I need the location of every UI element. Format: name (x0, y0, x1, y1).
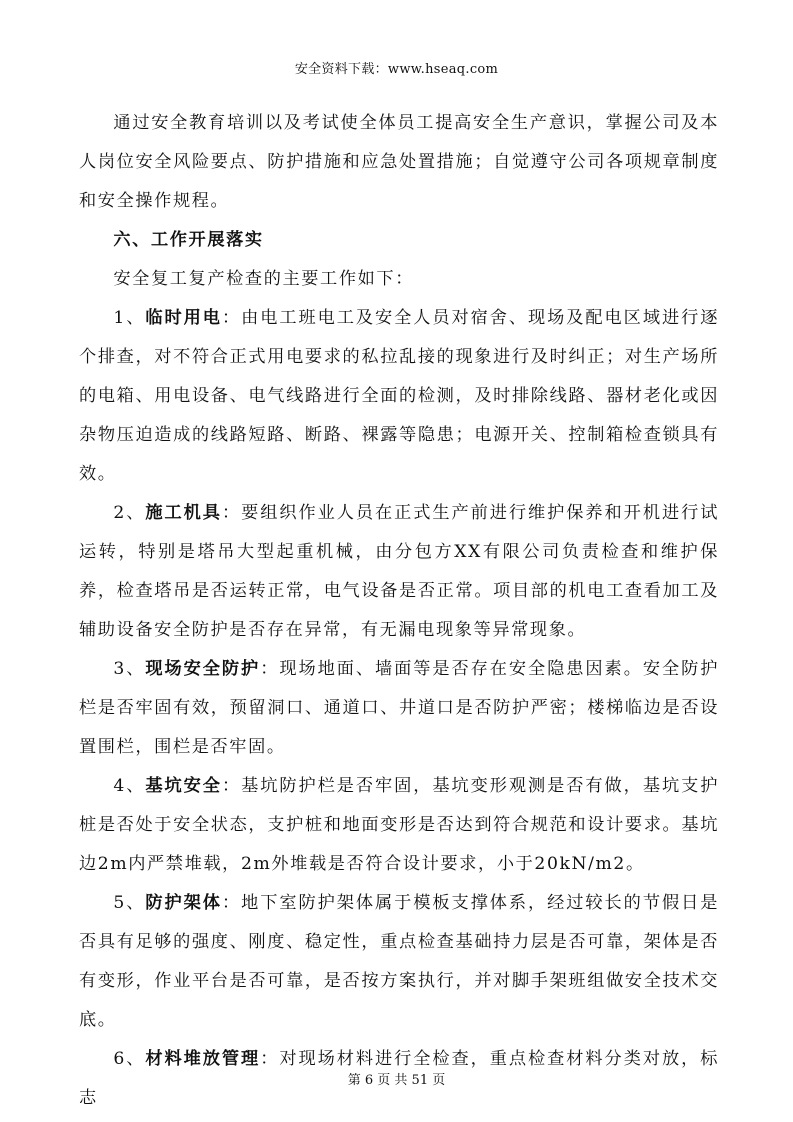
item-body: 对现场材料进行全检查，重点检查材料分类对放，标志 (79, 1049, 719, 1108)
item-separator: ： (221, 503, 242, 523)
item-body: 由电工班电工及安全人员对宿舍、现场及配电区域进行逐个排查，对不符合正式用电要求的私拉乱接的现象进行及时纠正；对生产场所的电箱、用电设备、电气线路进行全面的检测，及时排除线路、器材老化或因杂物压迫造成的线路短路、断路、裸露等隐患；电源开关、控制箱检查锁具有效。 (79, 308, 719, 484)
intro-paragraph: 通过安全教育培训以及考试使全体员工提高安全生产意识，掌握公司及本人岗位安全风险要点、防护措施和应急处置措施；自觉遵守公司各项规章制度和安全操作规程。 (79, 113, 719, 211)
item-site-safety-protection (79, 650, 719, 767)
item-title: 材料堆放管理 (145, 1049, 261, 1069)
item-number: 6、 (113, 1049, 146, 1069)
item-separator: ： (221, 308, 242, 328)
item-body: 基坑防护栏是否牢固，基坑变形观测是否有做，基坑支护桩是否处于安全状态，支护桩和地面变形是否达到符合规范和设计要求。基坑边2m内严禁堆载，2m外堆载是否符合设计要求，小于20kN/m2。 (79, 776, 719, 874)
item-separator: ： (221, 893, 242, 913)
item-title: 防护架体 (145, 893, 222, 913)
document-body (79, 104, 719, 1118)
item-title: 施工机具 (145, 503, 222, 523)
item-body: 地下室防护架体属于模板支撑体系，经过较长的节假日是否具有足够的强度、刚度、稳定性，重点检查基础持力层是否可靠，架体是否有变形，作业平台是否可靠，是否按方案执行，并对脚手架班组做安全技术交底。 (79, 893, 719, 1030)
item-separator: ： (260, 659, 280, 679)
item-separator: ： (221, 776, 242, 796)
item-construction-machinery (79, 494, 719, 650)
item-number: 3、 (113, 659, 146, 679)
item-number: 5、 (113, 893, 146, 913)
item-title: 基坑安全 (145, 776, 222, 796)
section-heading: 六、工作开展落实 (113, 230, 264, 250)
item-body: 要组织作业人员在正式生产前进行维护保养和开机进行试运转，特别是塔吊大型起重机械，由分包方XX有限公司负责检查和维护保养，检查塔吊是否运转正常，电气设备是否正常。项目部的机电工查看加工及辅助设备安全防护是否存在异常，有无漏电现象等异常现象。 (79, 503, 719, 640)
page-header: 安全资料下载：www.hseaq.com (294, 62, 499, 77)
item-temporary-electricity (79, 299, 719, 494)
item-protective-frame (79, 884, 719, 1040)
item-number: 4、 (113, 776, 146, 796)
item-foundation-pit-safety (79, 767, 719, 884)
item-body: 现场地面、墙面等是否存在安全隐患因素。安全防护栏是否牢固有效，预留洞口、通道口、井道口是否防护严密；楼梯临边是否设置围栏，围栏是否牢固。 (79, 659, 719, 757)
item-separator: ： (260, 1049, 280, 1069)
item-title: 临时用电 (145, 308, 222, 328)
item-title: 现场安全防护 (145, 659, 261, 679)
section-intro: 安全复工复产检查的主要工作如下： (113, 269, 414, 289)
page-footer: 第 6 页 共 51 页 (347, 1073, 446, 1088)
item-number: 2、 (113, 503, 146, 523)
item-number: 1、 (113, 308, 146, 328)
